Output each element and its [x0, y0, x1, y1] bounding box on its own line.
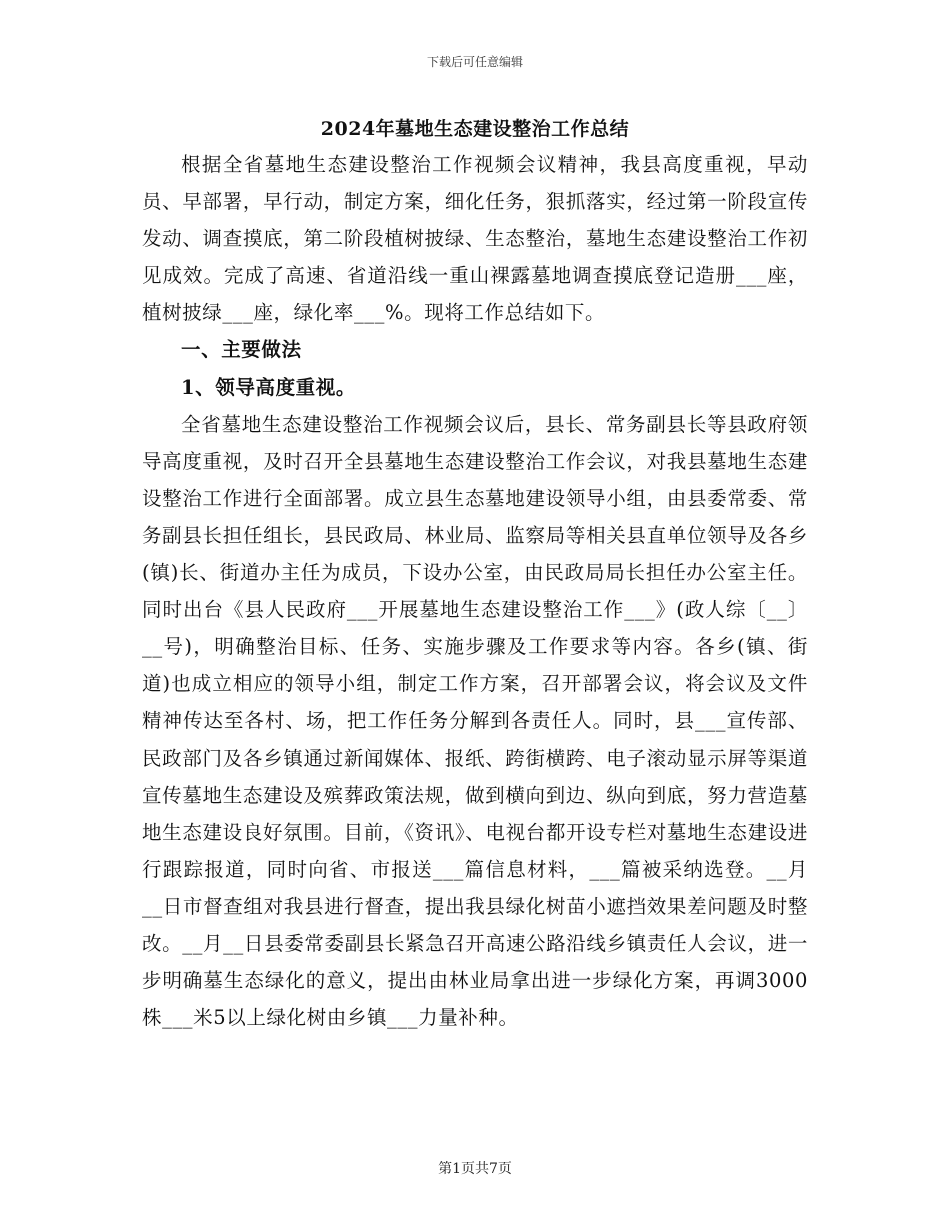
intro-paragraph: 根据全省墓地生态建设整治工作视频会议精神，我县高度重视，早动员、早部署，早行动，制定方案，细化任务，狠抓落实，经过第一阶段宣传发动、调查摸底，第二阶段植树披绿、生态整治，墓地生态建设整治工作初见成效。完成了高速、省道沿线一重山裸露墓地调查摸底登记造册___座，植树披绿___座，绿化率___%。现将工作总结如下。 [142, 153, 808, 325]
page-number: 第1页共7页 [438, 1161, 512, 1177]
section-heading: 一、主要做法 [181, 338, 302, 362]
subsection-heading: 1、领导高度重视。 [181, 375, 356, 399]
document-body [142, 146, 808, 1036]
document-title: 2024年墓地生态建设整治工作总结 [320, 118, 630, 140]
body-paragraph: 全省墓地生态建设整治工作视频会议后，县长、常务副县长等县政府领导高度重视，及时召开全县墓地生态建设整治工作会议，对我县墓地生态建设整治工作进行全面部署。成立县生态墓地建设领导小组，由县委常委、常务副县长担任组长，县民政局、林业局、监察局等相关县直单位领导及各乡(镇)长、街道办主任为成员，下设办公室，由民政局局长担任办公室主任。同时出台《县人民政府___开展墓地生态建设整治工作___》(政人综〔__〕__号)，明确整治目标、任务、实施步骤及工作要求等内容。各乡(镇、街道)也成立相应的领导小组，制定工作方案，召开部署会议，将会议及文件精神传达至各村、场，把工作任务分解到各责任人。同时，县___宣传部、民政部门及各乡镇通过新闻媒体、报纸、跨街横跨、电子滚动显示屏等渠道宣传墓地生态建设及殡葬政策法规，做到横向到边、纵向到底，努力营造墓地生态建设良好氛围。目前，《资讯》、电视台都开设专栏对墓地生态建设进行跟踪报道，同时向省、市报送___篇信息材料，___篇被采纳选登。__月__日市督查组对我县进行督查，提出我县绿化树苗小遮挡效果差问题及时整改。__月__日县委常委副县长紧急召开高速公路沿线乡镇责任人会议，进一步明确墓生态绿化的意义，提出由林业局拿出进一步绿化方案，再调3000株___米5以上绿化树由乡镇___力量补种。 [142, 412, 808, 1030]
header-note: 下载后可任意编辑 [426, 55, 523, 69]
